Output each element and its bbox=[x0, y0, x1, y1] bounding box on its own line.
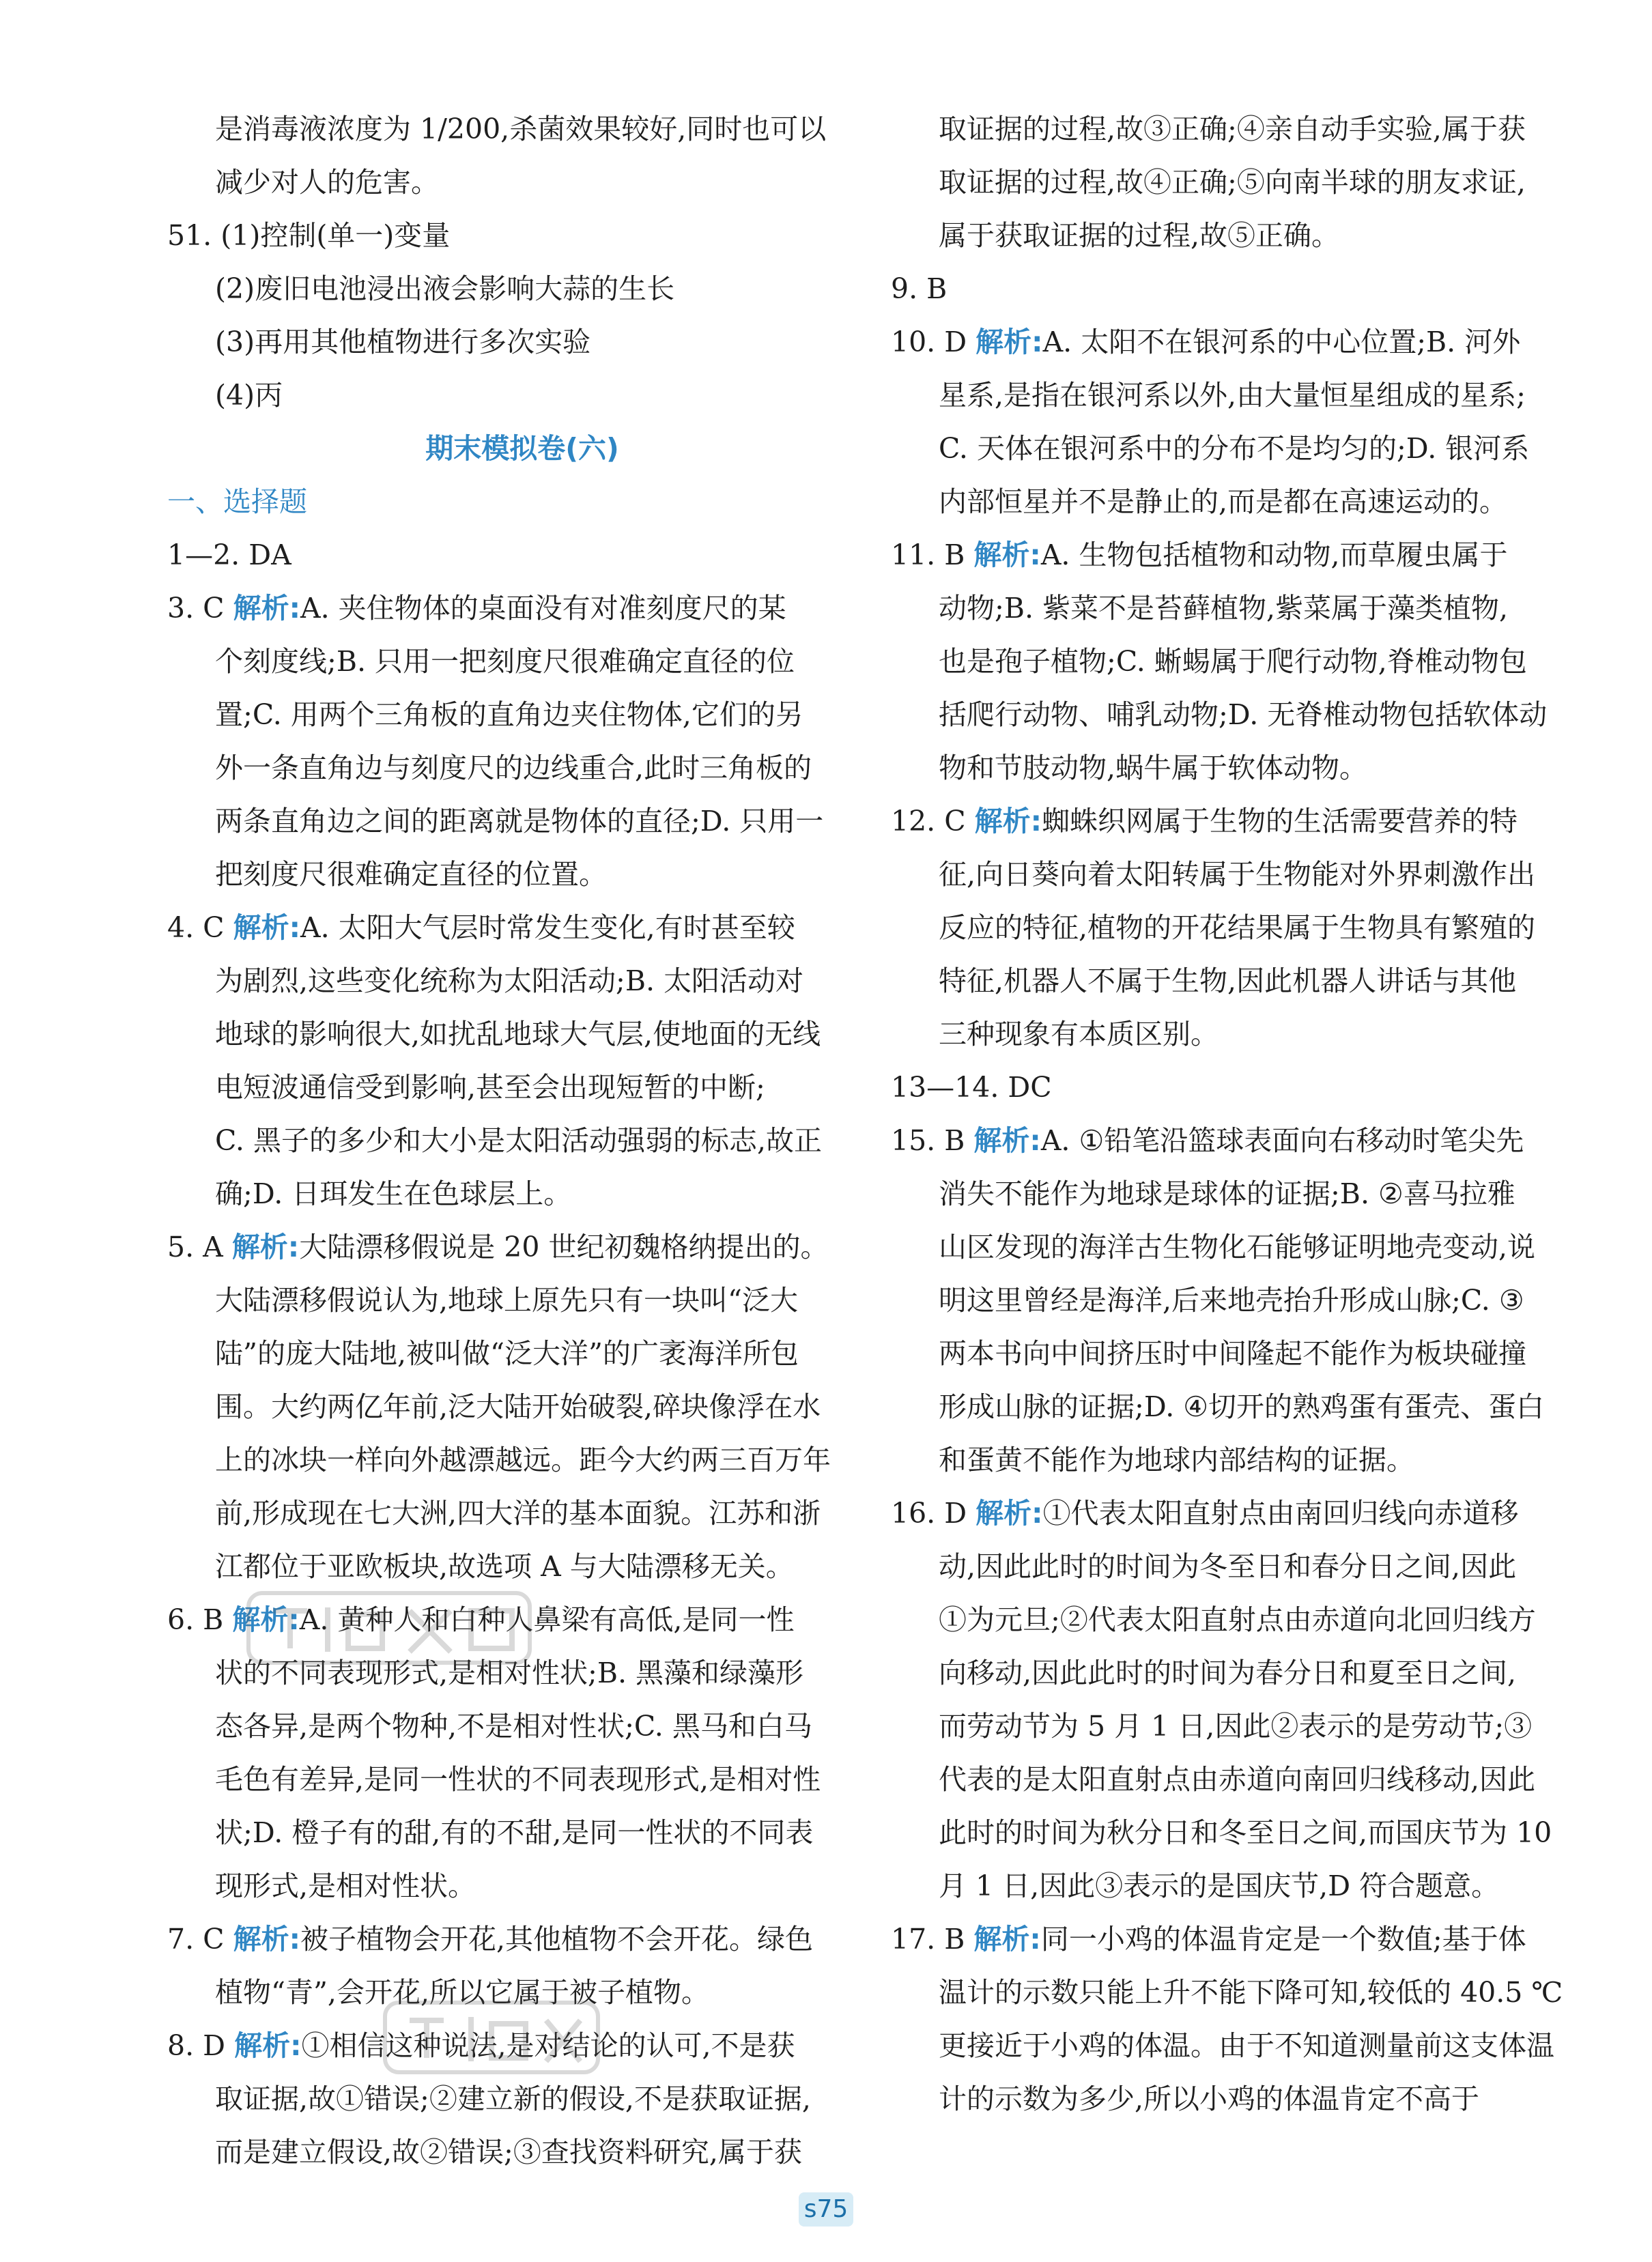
text-line: 围。大约两亿年前,泛大陆开始破裂,碎块像浮在水 bbox=[215, 1390, 821, 1423]
answer-line bbox=[891, 1114, 1601, 1167]
text-line: C. 天体在银河系中的分布不是均匀的;D. 银河系 bbox=[939, 432, 1530, 465]
text-line: 此时的时间为秋分日和冬至日之间,而国庆节为 10 bbox=[939, 1816, 1552, 1849]
text-line: 内部恒星并不是静止的,而是都在高速运动的。 bbox=[939, 485, 1508, 518]
watermark-stamp bbox=[382, 2000, 601, 2075]
answer-number: 7. C bbox=[167, 1923, 225, 1956]
text-line: 月 1 日,因此③表示的是国庆节,D 符合题意。 bbox=[939, 1870, 1500, 1902]
text-line: 温计的示数只能上升不能下降可知,较低的 40.5 ℃ bbox=[939, 1976, 1563, 2009]
text-line: 向移动,因此此时的时间为春分日和夏至日之间, bbox=[939, 1657, 1517, 1689]
answer-line bbox=[167, 901, 877, 954]
text-line: 为剧烈,这些变化统称为太阳活动;B. 太阳活动对 bbox=[215, 964, 804, 997]
answer-text: A. 黄种人和白种人鼻梁有高低,是同一性 bbox=[299, 1603, 795, 1636]
answer-text: A. 太阳不在银河系的中心位置;B. 河外 bbox=[1042, 326, 1521, 358]
jiexi-label: 解析: bbox=[975, 1497, 1043, 1530]
left-column bbox=[167, 102, 877, 2179]
answer-number: 15. B bbox=[891, 1124, 965, 1157]
text-line: C. 黑子的多少和大小是太阳活动强弱的标志,故正 bbox=[215, 1124, 823, 1157]
answer-text: ①代表太阳直射点由南回归线向赤道移 bbox=[1042, 1497, 1519, 1530]
text-line: 反应的特征,植物的开花结果属于生物具有繁殖的 bbox=[939, 911, 1536, 944]
answer-text: A. ①铅笔沿篮球表面向右移动时笔尖先 bbox=[1040, 1124, 1524, 1157]
answer-text: A. 太阳大气层时常发生变化,有时甚至较 bbox=[300, 911, 795, 944]
text-line: 把刻度尺很难确定直径的位置。 bbox=[215, 858, 607, 891]
text-line: 征,向日葵向着太阳转属于生物能对外界刺激作出 bbox=[939, 858, 1536, 891]
text-line: (3)再用其他植物进行多次实验 bbox=[215, 326, 591, 358]
text-line: (4)丙 bbox=[215, 379, 283, 412]
text-line: 消失不能作为地球是球体的证据;B. ②喜马拉雅 bbox=[939, 1177, 1515, 1210]
text-line: 属于获取证据的过程,故⑤正确。 bbox=[939, 219, 1340, 252]
text-line: 状;D. 橙子有的甜,有的不甜,是同一性状的不同表 bbox=[215, 1816, 814, 1849]
text-line: 前,形成现在七大洲,四大洋的基本面貌。江苏和浙 bbox=[215, 1497, 821, 1530]
jiexi-label: 解析: bbox=[233, 911, 300, 944]
answer-text: 大陆漂移假说是 20 世纪初魏格纳提出的。 bbox=[299, 1231, 829, 1263]
text-line: 个刻度线;B. 只用一把刻度尺很难确定直径的位 bbox=[215, 645, 795, 678]
page-number: s75 bbox=[799, 2192, 853, 2227]
answer-text: 蜘蛛织网属于生物的生活需要营养的特 bbox=[1042, 805, 1518, 837]
text-line: 减少对人的危害。 bbox=[215, 166, 439, 199]
answer-line bbox=[167, 1220, 877, 1274]
text-line: 两条直角边之间的距离就是物体的直径;D. 只用一 bbox=[215, 805, 824, 837]
text-line: 9. B bbox=[891, 272, 948, 305]
text-line: 代表的是太阳直射点由赤道向南回归线移动,因此 bbox=[939, 1763, 1536, 1796]
jiexi-label: 解析: bbox=[974, 805, 1042, 837]
text-line: 大陆漂移假说认为,地球上原先只有一块叫“泛大 bbox=[215, 1284, 798, 1317]
answer-line bbox=[891, 794, 1601, 848]
answer-line bbox=[891, 528, 1601, 582]
text-line: 态各异,是两个物种,不是相对性状;C. 黑马和白马 bbox=[215, 1710, 812, 1743]
text-line: 51. (1)控制(单一)变量 bbox=[167, 219, 451, 252]
watermark-stamp bbox=[246, 1590, 532, 1665]
text-line: 地球的影响很大,如扰乱地球大气层,使地面的无线 bbox=[215, 1018, 821, 1050]
text-line: 和蛋黄不能作为地球内部结构的证据。 bbox=[939, 1444, 1414, 1476]
text-line: 山区发现的海洋古生物化石能够证明地壳变动,说 bbox=[939, 1231, 1536, 1263]
text-line: 计的示数为多少,所以小鸡的体温肯定不高于 bbox=[939, 2082, 1480, 2115]
text-line: 取证据的过程,故④正确;⑤向南半球的朋友求证, bbox=[939, 166, 1526, 199]
text-line: 三种现象有本质区别。 bbox=[939, 1018, 1219, 1050]
text-line: 确;D. 日珥发生在色球层上。 bbox=[215, 1177, 572, 1210]
jiexi-label: 解析: bbox=[233, 592, 300, 625]
answer-number: 17. B bbox=[891, 1923, 965, 1956]
answer-number: 10. D bbox=[891, 326, 967, 358]
answer-number: 8. D bbox=[167, 2029, 226, 2062]
answer-number: 5. A bbox=[167, 1231, 223, 1263]
text-line: ①为元旦;②代表太阳直射点由赤道向北回归线方 bbox=[939, 1603, 1536, 1636]
text-line: 动,因此此时的时间为冬至日和春分日之间,因此 bbox=[939, 1550, 1517, 1583]
answer-line bbox=[891, 1487, 1601, 1540]
jiexi-label: 解析: bbox=[973, 1923, 1041, 1956]
right-column bbox=[891, 102, 1601, 2125]
jiexi-label: 解析: bbox=[975, 326, 1043, 358]
text-line: 是消毒液浓度为 1/200,杀菌效果较好,同时也可以 bbox=[215, 113, 827, 145]
answer-line bbox=[891, 1913, 1601, 1966]
jiexi-label: 解析: bbox=[232, 1603, 300, 1636]
text-line: 明这里曾经是海洋,后来地壳抬升形成山脉;C. ③ bbox=[939, 1284, 1524, 1317]
text-line: 陆”的庞大陆地,被叫做“泛大洋”的广袤海洋所包 bbox=[215, 1337, 799, 1370]
section-subtitle: 一、选择题 bbox=[167, 485, 307, 518]
answer-line bbox=[167, 582, 877, 635]
text-line: 电短波通信受到影响,甚至会出现短暂的中断; bbox=[215, 1071, 765, 1104]
jiexi-label: 解析: bbox=[231, 1231, 300, 1263]
jiexi-label: 解析: bbox=[234, 2029, 302, 2062]
text-line: 现形式,是相对性状。 bbox=[215, 1870, 476, 1902]
jiexi-label: 解析: bbox=[973, 1124, 1041, 1157]
text-line: 外一条直角边与刻度尺的边线重合,此时三角板的 bbox=[215, 751, 812, 784]
answer-number: 4. C bbox=[167, 911, 225, 944]
text-line: 毛色有差异,是同一性状的不同表现形式,是相对性 bbox=[215, 1763, 821, 1796]
text-line: 形成山脉的证据;D. ④切开的熟鸡蛋有蛋壳、蛋白 bbox=[939, 1390, 1545, 1423]
answer-text: 被子植物会开花,其他植物不会开花。绿色 bbox=[300, 1923, 814, 1956]
text-line: 特征,机器人不属于生物,因此机器人讲话与其他 bbox=[939, 964, 1517, 997]
answer-text: A. 生物包括植物和动物,而草履虫属于 bbox=[1040, 539, 1508, 571]
text-line: 上的冰块一样向外越漂越远。距今大约两三百万年 bbox=[215, 1444, 831, 1476]
text-line: 状的不同表现形式,是相对性状;B. 黑藻和绿藻形 bbox=[215, 1657, 804, 1689]
text-line: 两本书向中间挤压时中间隆起不能作为板块碰撞 bbox=[939, 1337, 1526, 1370]
answer-text: ①相信这种说法,是对结论的认可,不是获 bbox=[301, 2029, 795, 2062]
text-line: 植物“青”,会开花,所以它属于被子植物。 bbox=[215, 1976, 709, 2009]
section-title: 期末模拟卷(六) bbox=[425, 432, 619, 465]
text-line: 而劳动节为 5 月 1 日,因此②表示的是劳动节;③ bbox=[939, 1710, 1533, 1743]
answer-number: 11. B bbox=[891, 539, 965, 571]
text-line: 更接近于小鸡的体温。由于不知道测量前这支体温 bbox=[939, 2029, 1554, 2062]
answer-text: A. 夹住物体的桌面没有对准刻度尺的某 bbox=[300, 592, 786, 625]
text-line: 括爬行动物、哺乳动物;D. 无脊椎动物包括软体动 bbox=[939, 698, 1548, 731]
text-line: 也是孢子植物;C. 蜥蜴属于爬行动物,脊椎动物包 bbox=[939, 645, 1527, 678]
text-line: 动物;B. 紫菜不是苔藓植物,紫菜属于藻类植物, bbox=[939, 592, 1509, 625]
answer-line bbox=[891, 315, 1601, 369]
text-line: 取证据,故①错误;②建立新的假设,不是获取证据, bbox=[215, 2082, 811, 2115]
text-line: 江都位于亚欧板块,故选项 A 与大陆漂移无关。 bbox=[215, 1550, 794, 1583]
answer-number: 12. C bbox=[891, 805, 966, 837]
answer-number: 3. C bbox=[167, 592, 225, 625]
answer-number: 6. B bbox=[167, 1603, 224, 1636]
answer-line bbox=[167, 1913, 877, 1966]
answer-number: 16. D bbox=[891, 1497, 967, 1530]
text-line: 13—14. DC bbox=[891, 1071, 1052, 1104]
text-line: 取证据的过程,故③正确;④亲自动手实验,属于获 bbox=[939, 113, 1526, 145]
jiexi-label: 解析: bbox=[973, 539, 1041, 571]
text-line: 星系,是指在银河系以外,由大量恒星组成的星系; bbox=[939, 379, 1526, 412]
text-line: 置;C. 用两个三角板的直角边夹住物体,它们的另 bbox=[215, 698, 803, 731]
text-line: 1—2. DA bbox=[167, 539, 291, 571]
answer-text: 同一小鸡的体温肯定是一个数值;基于体 bbox=[1040, 1923, 1526, 1956]
text-line: 物和节肢动物,蜗牛属于软体动物。 bbox=[939, 751, 1368, 784]
text-line: 而是建立假设,故②错误;③查找资料研究,属于获 bbox=[215, 2136, 802, 2168]
jiexi-label: 解析: bbox=[233, 1923, 300, 1956]
text-line: (2)废旧电池浸出液会影响大蒜的生长 bbox=[215, 272, 675, 305]
